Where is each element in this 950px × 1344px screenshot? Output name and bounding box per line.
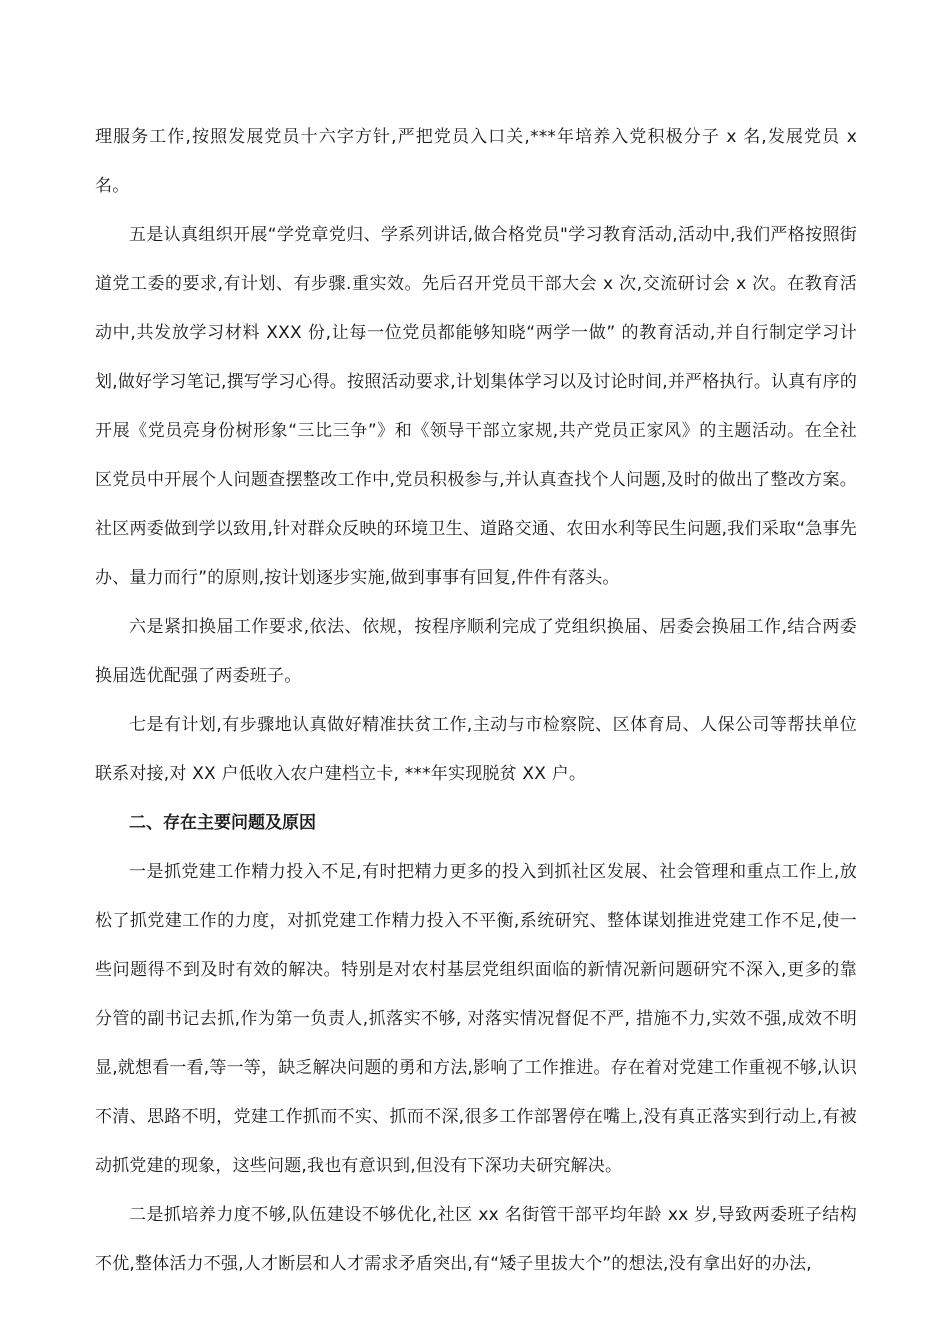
paragraph-item-five: 五是认真组织开展“学党章党归、学系列讲话,做合格党员"学习教育活动,活动中,我们严格按照街道党工委的要求,有计划、有步骤.重实效。先后召开党员干部大会 x 次,交流研讨会 x 次。在教育活动中,共发放学习材料 XXX 份,让每一位党员都能够知晓“两学一做” 的教育活动,并自行制定学习计划,做好学习笔记,撰写学习心得。按照活动要求,计划集体学习以及讨论时间,并严格执行。认真有序的开展《党员亮身份树形象“三比三争”》和《领导干部立家规,共产党员正家风》的主题活动。在全社区党员中开展个人问题查摆整改工作中,党员积极参与,并认真查找个人问题,及时的做出了整改方案。社区两委做到学以致用,针对群众反映的环境卫生、道路交通、农田水利等民生问题,我们采取“急事先办、量力而行”的原则,按计划逐步实施,做到事事有回复,件件有落头。 <box>95 225 858 588</box>
paragraph-item-seven: 七是有计划,有步骤地认真做好精准扶贫工作,主动与市检察院、区体育局、人保公司等帮扶单位联系对接,对 XX 户低收入农户建档立卡, ***年实现脱贫 XX 户。 <box>95 715 857 784</box>
paragraph-continuation: 理服务工作,按照发展党员十六字方针,严把党员入口关,***年培养入党积极分子 x 名,发展党员 x 名。 <box>95 127 857 196</box>
section-heading: 二、存在主要问题及原因 <box>129 813 316 833</box>
document-page <box>95 113 857 1289</box>
paragraph-item-six: 六是紧扣换届工作要求,依法、依规，按程序顺利完成了党组织换届、居委会换届工作,结合两委换届选优配强了两委班子。 <box>95 617 857 686</box>
paragraph-problem-two: 二是抓培养力度不够,队伍建设不够优化,社区 xx 名街管干部平均年龄 xx 岁,导致两委班子结构不优,整体活力不强,人才断层和人才需求矛盾突出,有“矮子里拔大个”的想法,没有拿出好的办法, <box>95 1205 857 1274</box>
paragraph-problem-one: 一是抓党建工作精力投入不足,有时把精力更多的投入到抓社区发展、社会管理和重点工作上,放松了抓党建工作的力度，对抓党建工作精力投入不平衡,系统研究、整体谋划推进党建工作不足,使一些问题得不到及时有效的解决。特别是对农村基层党组织面临的新情况新问题研究不深入,更多的靠分管的副书记去抓,作为第一负责人,抓落实不够, 对落实情况督促不严, 措施不力,实效不强,成效不明显,就想看一看,等一等，缺乏解决问题的勇和方法,影响了工作推进。存在着对党建工作重视不够,认识不清、思路不明，党建工作抓而不实、抓而不深,很多工作部署停在嘴上,没有真正落实到行动上,有被动抓党建的现象，这些问题,我也有意识到,但没有下深功夫研究解决。 <box>95 862 858 1176</box>
